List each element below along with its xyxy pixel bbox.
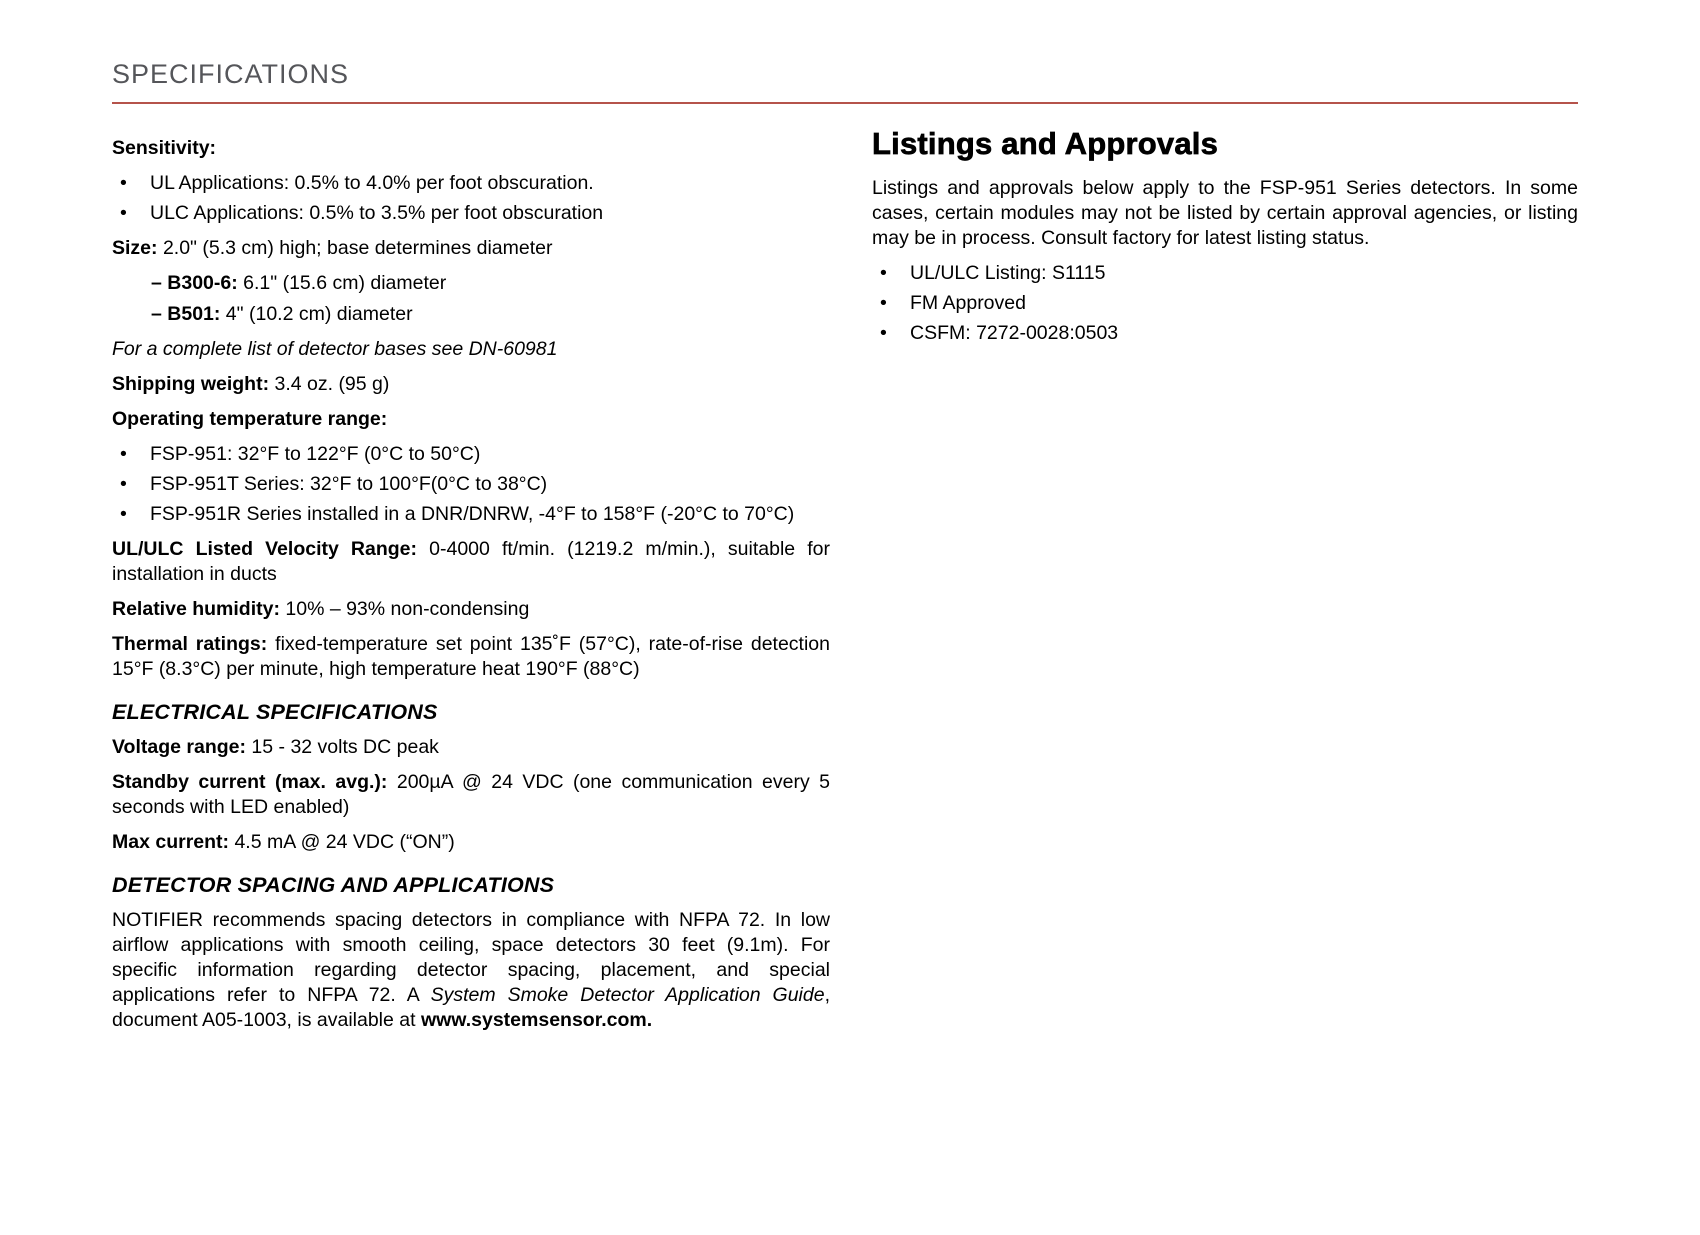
base-option-value: 6.1" (15.6 cm) diameter: [243, 272, 447, 294]
voltage-value: 15 - 32 volts DC peak: [251, 736, 439, 758]
standby-current-value: 200µA @ 24 VDC (one communication every 5 seconds with LED enabled): [112, 771, 831, 818]
detector-spacing-section-heading: DETECTOR SPACING AND APPLICATIONS: [112, 873, 555, 897]
bullet-marker: •: [120, 503, 127, 525]
standby-current-label: Standby current (max. avg.):: [112, 771, 388, 793]
list-item-csfm: [872, 321, 1578, 346]
shipping-weight-spec: [112, 372, 830, 397]
shipping-weight-value: 3.4 oz. (95 g): [274, 373, 390, 395]
base-option-label: – B300-6:: [151, 272, 238, 294]
thermal-value: fixed-temperature set point 135˚F (57°C), rate-of-rise detection 15°F (8.3°C) per minute, high temperature heat 190°F (88°C): [112, 633, 830, 680]
detector-spacing-paragraph: [112, 908, 830, 1033]
bullet-text: FM Approved: [910, 292, 1026, 314]
list-item-ulc-applications: [112, 201, 830, 226]
thermal-label: Thermal ratings:: [112, 633, 268, 655]
list-item-fsp951r-temp: [112, 502, 830, 527]
bullet-marker: •: [880, 262, 887, 284]
bullet-text: FSP-951R Series installed in a DNR/DNRW, -4°F to 158°F (-20°C to 70°C): [150, 503, 795, 525]
bullet-marker: •: [120, 443, 127, 465]
humidity-spec: [112, 597, 830, 622]
humidity-value: 10% – 93% non-condensing: [285, 598, 530, 620]
bullet-text: UL Applications: 0.5% to 4.0% per foot obscuration.: [150, 172, 594, 194]
application-guide-title: System Smoke Detector Application Guide: [430, 984, 825, 1006]
detector-bases-note: For a complete list of detector bases see DN-60981: [112, 338, 558, 360]
spacing-text-segment: , document A05-1003, is available at: [112, 984, 830, 1031]
base-option-value: 4" (10.2 cm) diameter: [225, 303, 413, 325]
listings-intro-paragraph: Listings and approvals below apply to the FSP-951 Series detectors. In some cases, certain modules may not be listed by certain approval agencies, or listing may be in process. Consult factory for latest listing status.: [872, 177, 1578, 249]
header-rule: [112, 102, 1578, 104]
list-item-fm-approved: [872, 291, 1578, 316]
thermal-spec: [112, 632, 830, 682]
operating-temp-heading: [112, 407, 830, 432]
bullet-marker: •: [880, 292, 887, 314]
list-item-ul-ulc-listing: [872, 261, 1578, 286]
sensitivity-label: Sensitivity:: [112, 137, 217, 159]
base-option-b300-6: [112, 271, 830, 296]
bullet-text: FSP-951: 32°F to 122°F (0°C to 50°C): [150, 443, 481, 465]
size-label: Size:: [112, 237, 158, 259]
bullet-text: FSP-951T Series: 32°F to 100°F(0°C to 38°C): [150, 473, 548, 495]
size-value: 2.0" (5.3 cm) high; base determines diameter: [162, 237, 553, 259]
velocity-spec: [112, 537, 830, 587]
list-item-fsp951t-temp: [112, 472, 830, 497]
voltage-spec: [112, 735, 830, 760]
sensitivity-heading: [112, 136, 830, 161]
electrical-section-heading: ELECTRICAL SPECIFICATIONS: [112, 700, 438, 724]
bullet-marker: •: [120, 473, 127, 495]
base-option-label: – B501:: [151, 303, 221, 325]
left-column: [112, 126, 830, 1043]
operating-temp-label: Operating temperature range:: [112, 408, 388, 430]
base-option-b501: [112, 302, 830, 327]
list-item-fsp951-temp: [112, 442, 830, 467]
velocity-label: UL/ULC Listed Velocity Range:: [112, 538, 418, 560]
website-url: www.systemsensor.com.: [420, 1009, 653, 1031]
bullet-marker: •: [120, 202, 127, 224]
bullet-text: UL/ULC Listing: S1115: [910, 262, 1106, 284]
standby-current-spec: [112, 770, 830, 820]
max-current-value: 4.5 mA @ 24 VDC (“ON”): [234, 831, 455, 853]
shipping-weight-label: Shipping weight:: [112, 373, 270, 395]
humidity-label: Relative humidity:: [112, 598, 280, 620]
bullet-text: CSFM: 7272-0028:0503: [910, 322, 1119, 344]
list-item-ul-applications: [112, 171, 830, 196]
listings-approvals-heading: Listings and Approvals: [872, 126, 1219, 161]
bullet-text: ULC Applications: 0.5% to 3.5% per foot obscuration: [150, 202, 604, 224]
content-columns: [112, 126, 1578, 1043]
bullet-marker: •: [120, 172, 127, 194]
spacing-text-segment: NOTIFIER recommends spacing detectors in compliance with NFPA 72. In low airflow applications with smooth ceiling, space detectors 30 feet (9.1m). For specific information regarding detector spacing, placement, and special applications refer to NFPA 72. A: [112, 909, 830, 1006]
page-title: SPECIFICATIONS: [112, 59, 350, 89]
voltage-label: Voltage range:: [112, 736, 246, 758]
bullet-marker: •: [880, 322, 887, 344]
max-current-spec: [112, 830, 830, 855]
size-spec: [112, 236, 830, 261]
max-current-label: Max current:: [112, 831, 230, 853]
velocity-value: 0-4000 ft/min. (1219.2 m/min.), suitable for installation in ducts: [112, 538, 830, 585]
right-column: [872, 126, 1578, 1043]
